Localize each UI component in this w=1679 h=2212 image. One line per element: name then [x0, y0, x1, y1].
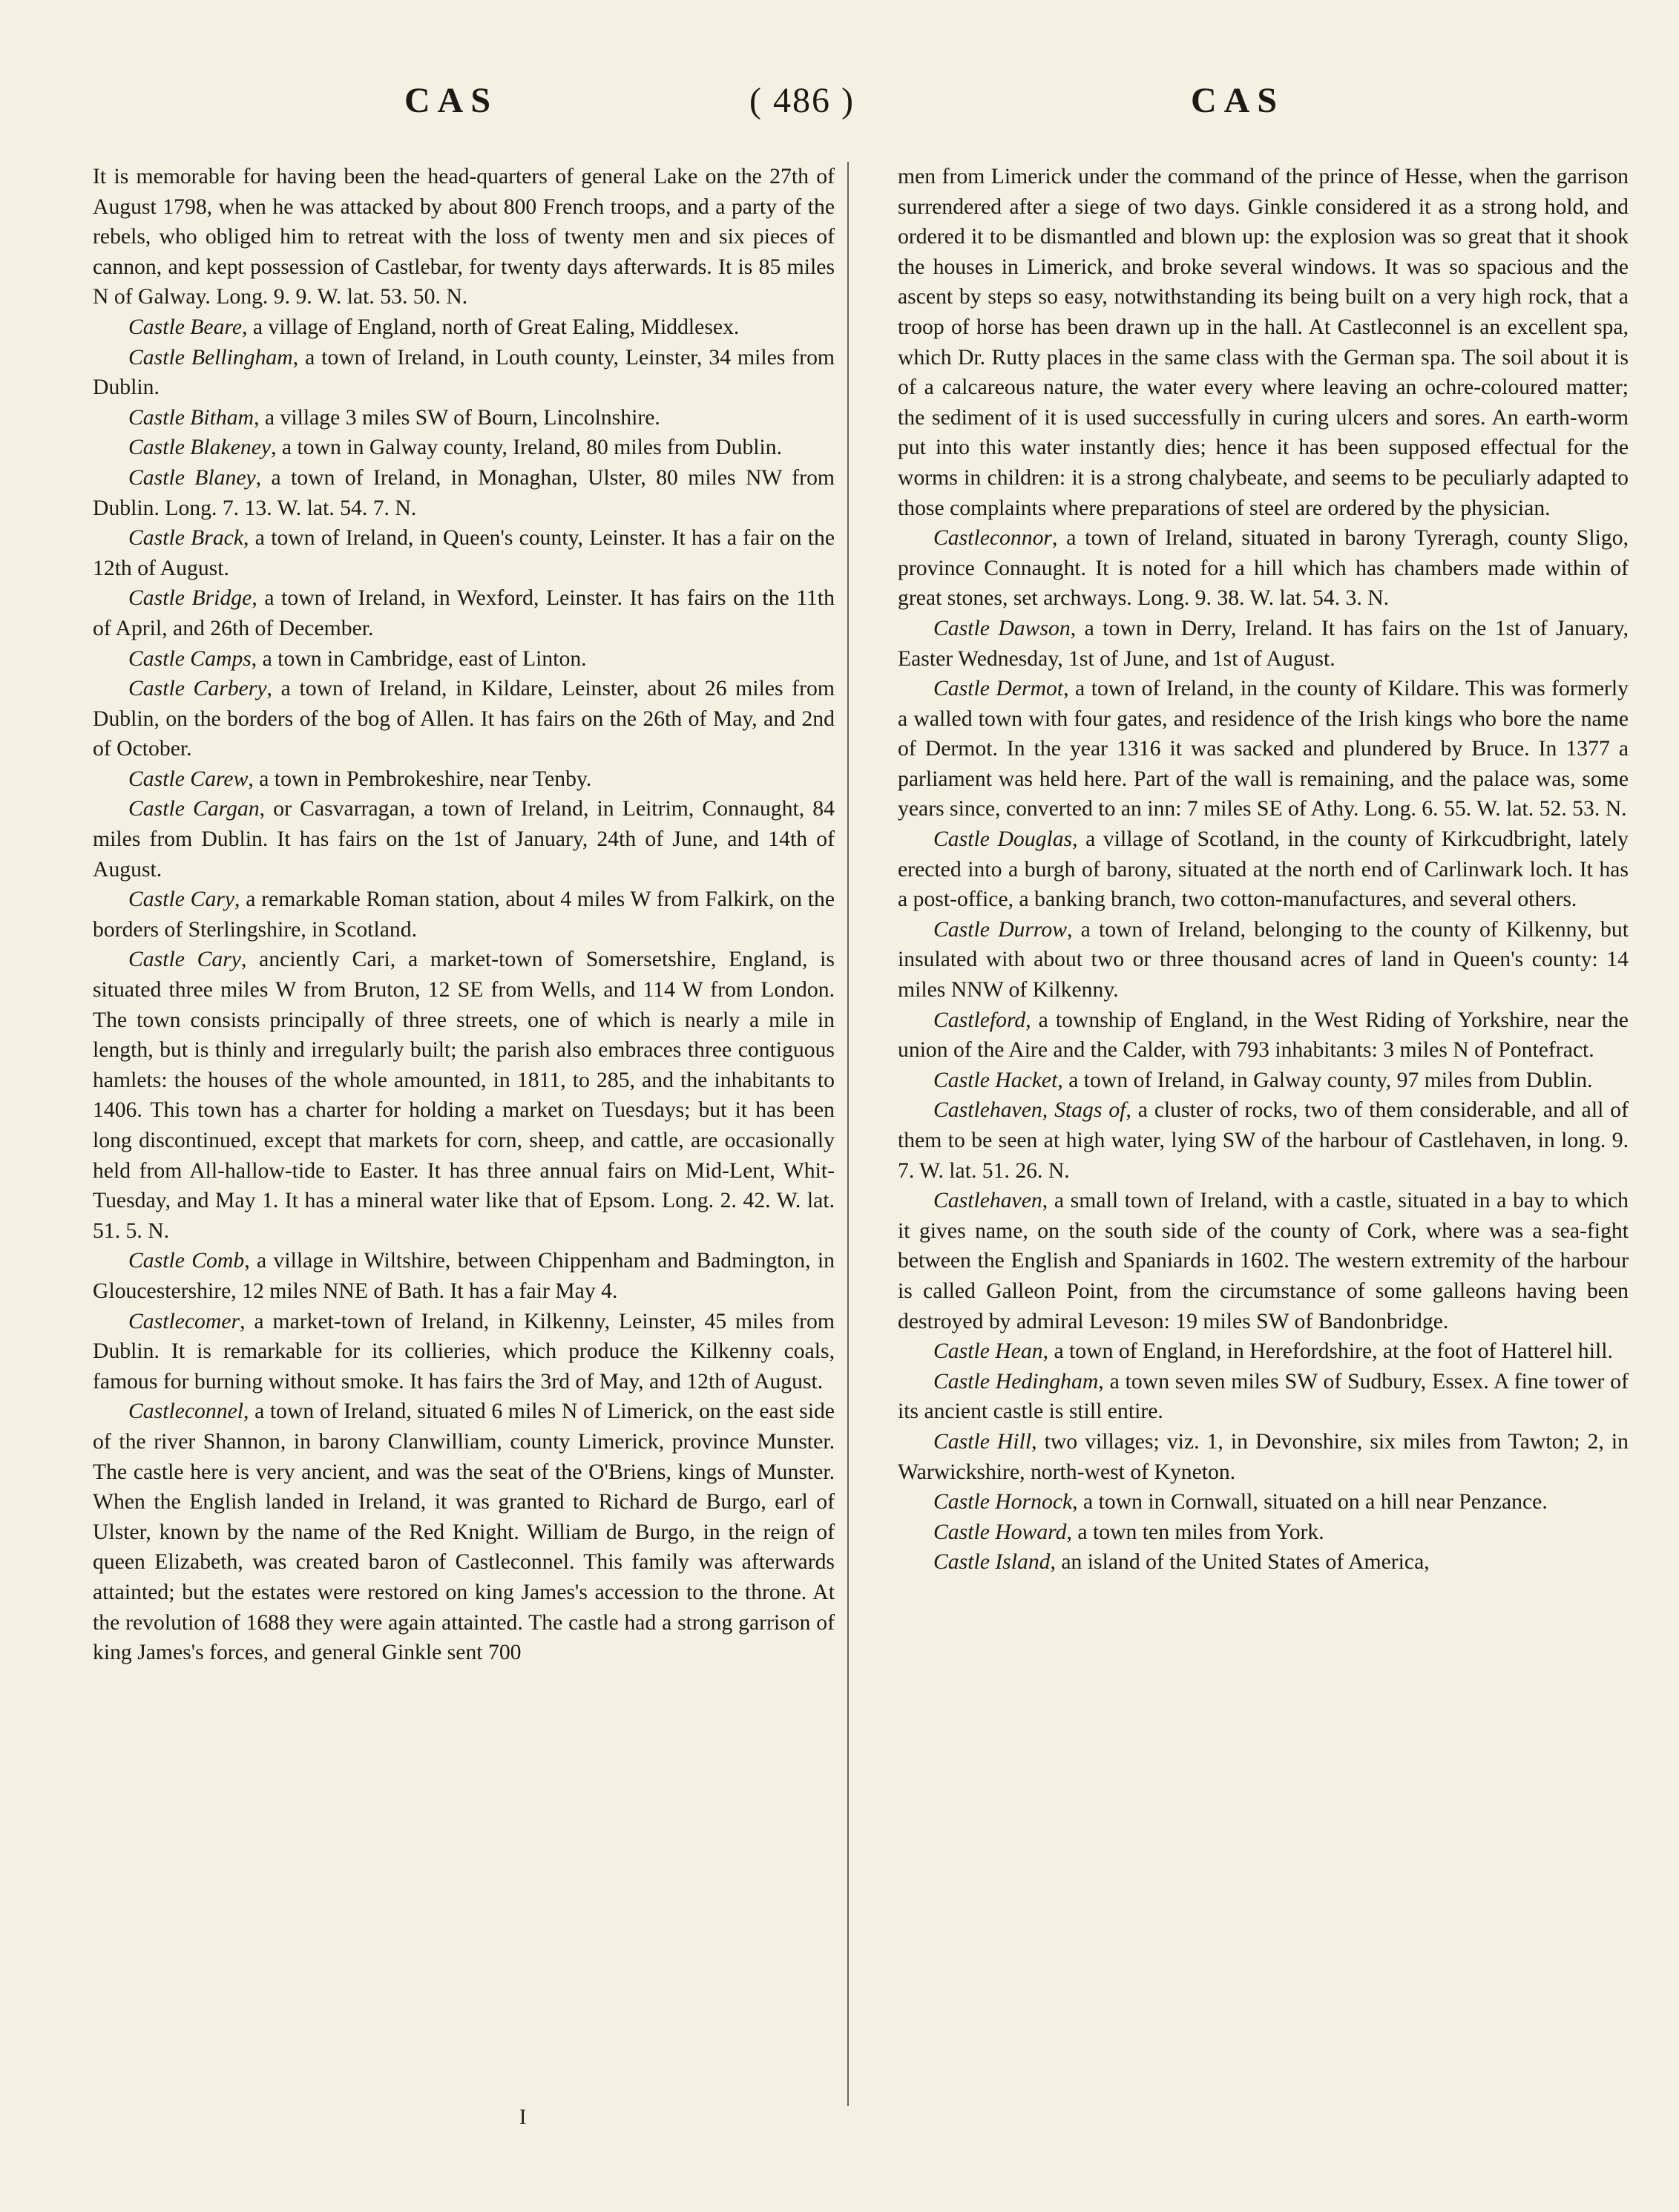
dictionary-entry	[93, 794, 835, 885]
entry-text: , a village of Scotland, in the county of Kirkcudbright, lately erected into a burgh of barony, situated at the north end of Carlinwark loch. It has a post-office, a banking branch, two cotton-manufactures, and several others.	[898, 827, 1629, 912]
entry-text: , a town in Cornwall, situated on a hill near Penzance.	[1072, 1490, 1548, 1514]
printer-signature: I	[519, 2106, 527, 2129]
dictionary-entry	[898, 1367, 1629, 1427]
entry-headword: Castle Dawson	[933, 616, 1071, 640]
dictionary-entry	[898, 1487, 1629, 1517]
dictionary-entry	[93, 644, 835, 675]
dictionary-entry	[898, 1005, 1629, 1066]
entry-headword: Castle Carew	[128, 767, 249, 791]
entry-headword: Castle Bellingham	[128, 345, 293, 370]
dictionary-entry	[93, 312, 835, 343]
entry-headword: Castle Howard	[933, 1520, 1067, 1544]
dictionary-entry	[898, 523, 1629, 614]
entry-headword: Castle Blakeney	[128, 436, 272, 460]
dictionary-entry	[93, 403, 835, 433]
entry-headword: Castleford	[933, 1008, 1026, 1032]
dictionary-entry	[898, 1427, 1629, 1487]
entry-headword: Castle Douglas	[933, 827, 1073, 852]
dictionary-entry	[898, 1066, 1629, 1096]
dictionary-entry	[93, 764, 835, 795]
dictionary-entry	[93, 674, 835, 764]
entry-text: , a village 3 miles SW of Bourn, Lincolnshire.	[254, 405, 660, 430]
entry-headword: Castle Dermot	[933, 677, 1064, 701]
dictionary-entry	[93, 433, 835, 463]
entry-text: , a town of Ireland, belonging to the county of Kilkenny, but insulated with about two or three thousand acres of land in Queen's county: 14 miles NNW of Kilkenny.	[898, 917, 1629, 1002]
entry-text: , a town of Ireland, in Queen's county, Leinster. It has a fair on the 12th of August.	[93, 526, 835, 580]
entry-headword: Castle Cary	[128, 948, 241, 972]
entry-headword: Castlehaven, Stags of	[933, 1098, 1126, 1123]
dictionary-entry	[898, 1547, 1629, 1578]
entry-headword: Castle Carbery	[128, 677, 267, 701]
dictionary-entry	[93, 523, 835, 583]
dictionary-entry	[898, 162, 1629, 523]
dictionary-entry	[93, 945, 835, 1246]
page-number: ( 486 )	[749, 81, 855, 120]
entry-text: , anciently Cari, a market-town of Somersetshire, England, is situated three miles W from Bruton, 12 SE from Wells, and 114 W from London. The town consists principally of three streets, one of which is nearly a mile in length, but is thinly and irregularly built; the parish also embraces three contiguous hamlets: the houses of the whole amounted, in 1811, to 285, and the inhabitants to 1406. This town has a charter for holding a market on Tuesdays; but it has been long discontinued, except that markets for corn, sheep, and cattle, are occasionally held from All-hallow-tide to Easter. It has three annual fairs on Mid-Lent, Whit-Tuesday, and May 1. It has a mineral water like that of Epsom. Long. 2. 42. W. lat. 51. 5. N.	[93, 948, 835, 1243]
entry-headword: Castle Hacket	[933, 1068, 1058, 1092]
entry-text: , two villages; viz. 1, in Devonshire, six miles from Tawton; 2, in Warwickshire, north-west of Kyneton.	[898, 1429, 1629, 1484]
dictionary-entry	[93, 583, 835, 643]
entry-text: , a town of England, in Herefordshire, at the foot of Hatterel hill.	[1042, 1339, 1613, 1364]
dictionary-entry	[898, 824, 1629, 915]
entry-text: , a town seven miles SW of Sudbury, Essex. A fine tower of its ancient castle is still entire.	[898, 1369, 1629, 1424]
right-column	[898, 162, 1629, 1578]
entry-text: , a town in Cambridge, east of Linton.	[251, 646, 587, 671]
entry-text: , a village in Wiltshire, between Chippenham and Badmington, in Gloucestershire, 12 miles NNE of Bath. It has a fair May 4.	[93, 1249, 835, 1303]
entry-text: , an island of the United States of America,	[1050, 1550, 1430, 1575]
entry-text: , a remarkable Roman station, about 4 miles W from Falkirk, on the borders of Sterlingshire, in Scotland.	[93, 887, 835, 942]
entry-headword: Castle Blaney	[128, 465, 256, 490]
entry-text: , a town of Ireland, in Monaghan, Ulster, 80 miles NW from Dublin. Long. 7. 13. W. lat. 54. 7. N.	[93, 465, 835, 520]
entry-text: , a town ten miles from York.	[1066, 1520, 1324, 1544]
entry-headword: Castle Island	[933, 1550, 1051, 1575]
entry-headword: Castlehaven	[933, 1189, 1042, 1213]
running-head-left: CAS	[404, 81, 499, 120]
entry-headword: Castlecomer	[128, 1309, 240, 1333]
entry-text: , a town of Ireland, in Wexford, Leinster. It has fairs on the 11th of April, and 26th of December.	[93, 586, 835, 640]
entry-text: , a town of Ireland, in Kildare, Leinster, about 26 miles from Dublin, on the borders of the bog of Allen. It has fairs on the 26th of May, and 2nd of October.	[93, 677, 835, 761]
running-head-right: CAS	[1191, 81, 1285, 120]
dictionary-entry	[898, 915, 1629, 1005]
dictionary-entry	[93, 463, 835, 523]
entry-text: , a market-town of Ireland, in Kilkenny, Leinster, 45 miles from Dublin. It is remarkable for its collieries, which produce the Kilkenny coals, famous for burning without smoke. It has fairs the 3rd of May, and 12th of August.	[93, 1309, 835, 1394]
entry-text: , a village of England, north of Great Ealing, Middlesex.	[242, 315, 740, 339]
entry-text: , a town of Ireland, situated in barony Tyreragh, county Sligo, province Connaught. It is noted for a hill which has chambers made within of great stones, set archways. Long. 9. 38. W. lat. 54. 3. N.	[898, 526, 1629, 611]
entry-headword: Castle Camps	[128, 646, 252, 671]
entry-headword: Castleconnel	[128, 1399, 244, 1424]
dictionary-entry	[898, 614, 1629, 674]
entry-headword: Castle Cargan	[128, 797, 260, 821]
entry-headword: Castle Hill	[933, 1429, 1032, 1454]
entry-text: , a small town of Ireland, with a castle, situated in a bay to which it gives name, on the south side of the county of Cork, where was a sea-fight between the English and Spaniards in 1602. The western extremity of the harbour is called Galleon Point, from the circumstance of some galleons having been destroyed by admiral Leveson: 19 miles SW of Bandonbridge.	[898, 1189, 1629, 1333]
entry-headword: Castle Hornock	[933, 1490, 1073, 1514]
dictionary-entry	[898, 674, 1629, 824]
entry-headword: Castle Durrow	[933, 917, 1068, 942]
dictionary-entry	[898, 1336, 1629, 1367]
entry-headword: Castle Cary	[128, 887, 235, 912]
dictionary-entry	[898, 1186, 1629, 1336]
dictionary-entry	[93, 1246, 835, 1306]
entry-headword: Castle Bridge	[128, 586, 252, 611]
left-column	[93, 162, 835, 1668]
dictionary-entry	[93, 1307, 835, 1397]
entry-text: , a town of Ireland, in Louth county, Leinster, 34 miles from Dublin.	[93, 345, 835, 400]
column-rule	[847, 162, 849, 2106]
entry-text: , a township of England, in the West Riding of Yorkshire, near the union of the Aire and the Calder, with 793 inhabitants: 3 miles N of Pontefract.	[898, 1008, 1629, 1063]
dictionary-entry	[93, 343, 835, 403]
entry-text: , a town in Derry, Ireland. It has fairs on the 1st of January, Easter Wednesday, 1st of June, and 1st of August.	[898, 616, 1629, 671]
entry-text: , a town of Ireland, situated 6 miles N of Limerick, on the east side of the river Shannon, in barony Clanwilliam, county Limerick, province Munster. The castle here is very ancient, and was the seat of the O'Briens, kings of Munster. When the English landed in Ireland, it was granted to Richard de Burgo, earl of Ulster, known by the name of the Red Knight. William de Burgo, in the reign of queen Elizabeth, was created baron of Castleconnel. This family was afterwards attainted; but the estates were restored on king James's accession to the throne. At the revolution of 1688 they were again attainted. The castle had a strong garrison of king James's forces, and general Ginkle sent 700	[93, 1399, 835, 1665]
entry-text: men from Limerick under the command of the prince of Hesse, when the garrison surrendered after a siege of two days. Ginkle considered it as a strong hold, and ordered it to be dismantled and blown up: the explosion was so great that it shook the houses in Limerick, and broke several windows. It was so spacious and the ascent by steps so easy, notwithstanding its being built on a very high rock, that a troop of horse has been drawn up in the hall. At Castleconnel is an excellent spa, which Dr. Rutty places in the same class with the German spa. The soil about it is of a calcareous nature, the water every where leaving an ochre-coloured matter; the sediment of it is used successfully in curing ulcers and sores. An earth-worm put into this water instantly dies; hence it has been supposed effectual for the worms in children: it is a strong chalybeate, and seems to be peculiarly adapted to those complaints where preparations of steel are ordered by the physician.	[898, 165, 1629, 520]
entry-text: , a town in Galway county, Ireland, 80 miles from Dublin.	[271, 436, 783, 460]
entry-headword: Castle Brack	[128, 526, 244, 551]
entry-text: , a town of Ireland, in the county of Kildare. This was formerly a walled town with four gates, and residence of the Irish kings who bore the name of Dermot. In the year 1316 it was sacked and plundered by Bruce. In 1377 a parliament was held here. Part of the wall is remaining, and the palace was, some years since, converted to an inn: 7 miles SE of Athy. Long. 6. 55. W. lat. 52. 53. N.	[898, 677, 1629, 821]
entry-headword: Castle Beare	[128, 315, 243, 339]
entry-text: , a town of Ireland, in Galway county, 97 miles from Dublin.	[1057, 1068, 1593, 1092]
entry-text: It is memorable for having been the head-quarters of general Lake on the 27th of August 1798, when he was attacked by about 800 French troops, and a party of the rebels, who obliged him to retreat with the loss of twenty men and six pieces of cannon, and kept possession of Castlebar, for twenty days afterwards. It is 85 miles N of Galway. Long. 9. 9. W. lat. 53. 50. N.	[93, 165, 835, 309]
running-header	[0, 80, 1679, 140]
entry-text: , a town in Pembrokeshire, near Tenby.	[248, 767, 592, 791]
dictionary-entry	[93, 1397, 835, 1667]
entry-headword: Castleconnor	[933, 526, 1052, 551]
entry-headword: Castle Hedingham	[933, 1369, 1099, 1394]
entry-headword: Castle Bitham	[128, 405, 254, 430]
dictionary-entry	[898, 1517, 1629, 1548]
entry-headword: Castle Comb	[128, 1249, 245, 1273]
dictionary-entry	[93, 162, 835, 312]
dictionary-entry	[93, 885, 835, 945]
entry-headword: Castle Hean	[933, 1339, 1043, 1364]
entry-text: , a cluster of rocks, two of them considerable, and all of them to be seen at high water, lying SW of the harbour of Castlehaven, in long. 9. 7. W. lat. 51. 26. N.	[898, 1098, 1629, 1183]
dictionary-entry	[898, 1095, 1629, 1186]
entry-text: , or Casvarragan, a town of Ireland, in Leitrim, Connaught, 84 miles from Dublin. It has fairs on the 1st of January, 24th of June, and 14th of August.	[93, 797, 835, 882]
